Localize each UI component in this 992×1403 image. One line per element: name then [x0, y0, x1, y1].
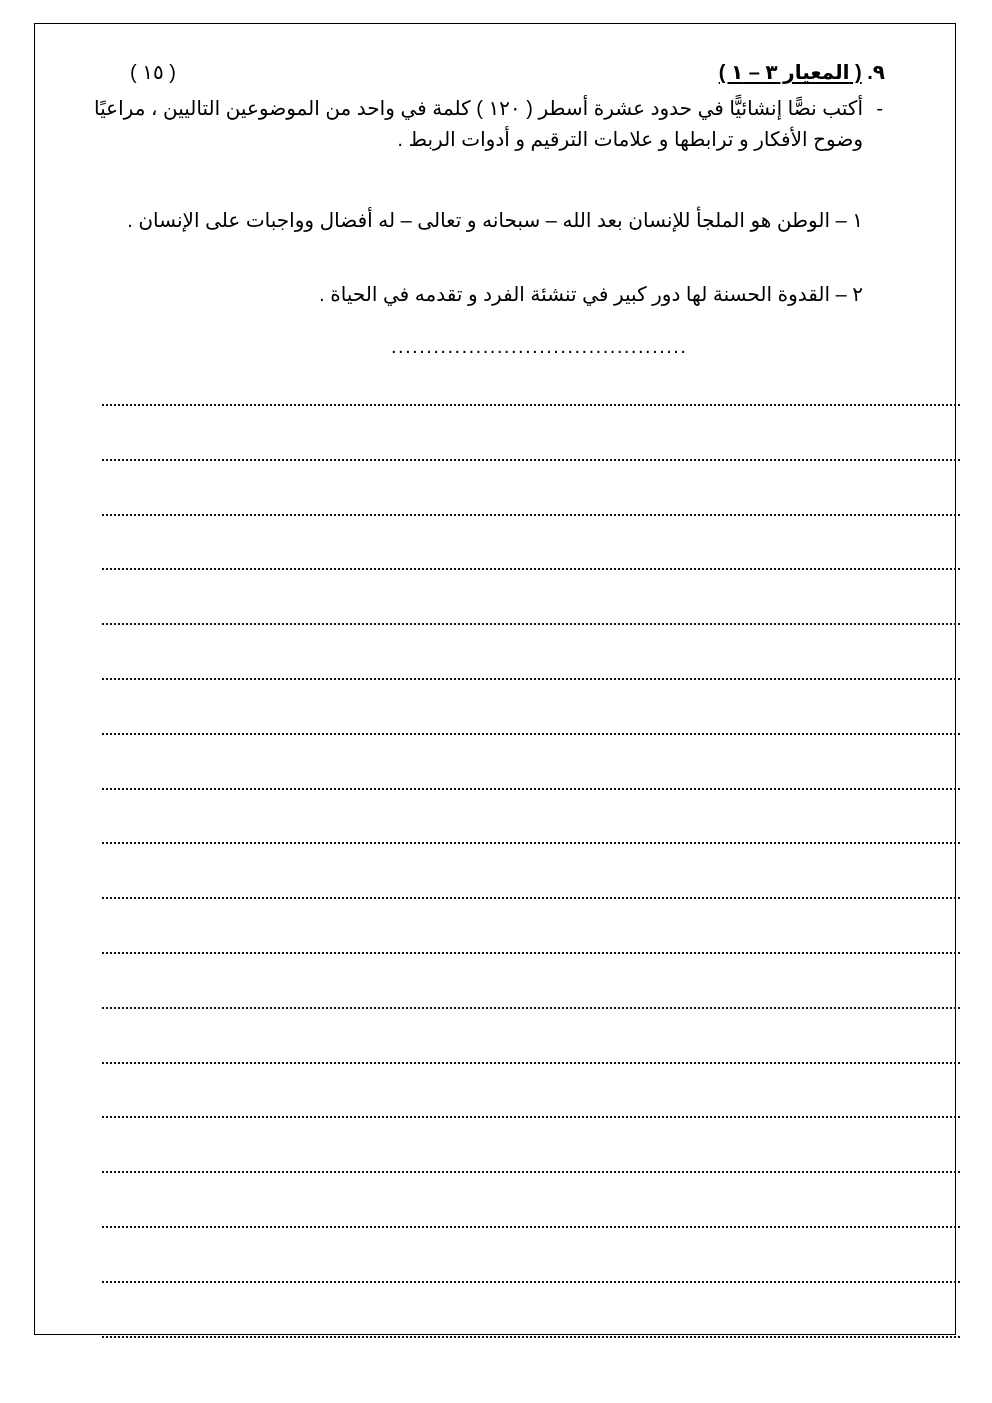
question-header [719, 60, 885, 85]
question-frame [34, 23, 956, 1335]
answer-line[interactable] [102, 1062, 960, 1117]
answer-line[interactable] [102, 1116, 960, 1171]
essay-title-field[interactable]: .......................................... [391, 336, 688, 358]
instruction-dash: - [876, 98, 883, 120]
answer-line[interactable] [102, 733, 960, 788]
answer-lines[interactable] [102, 404, 960, 1390]
answer-line[interactable] [102, 568, 960, 623]
answer-line[interactable] [102, 1336, 960, 1391]
answer-line[interactable] [102, 514, 960, 569]
instruction-text: أكتب نصًّا إنشائيًّا في حدود عشرة أسطر ( ١٢٠ ) كلمة في واحد من الموضوعين التاليين ، مراعيًا وضوح الأفكار و ترابطها و علامات الترقيم و أدوات الربط . [94, 98, 863, 151]
topic-1: ١ – الوطن هو الملجأ للإنسان بعد الله – سبحانه و تعالى – له أفضال وواجبات على الإنسان . [127, 210, 863, 232]
question-standard: ( المعيار ٣ – ١ ) [718, 62, 862, 84]
answer-line[interactable] [102, 1171, 960, 1226]
answer-line[interactable] [102, 897, 960, 952]
question-marks: ( ١٥ ) [130, 62, 176, 84]
question-number: ٩. [867, 62, 885, 84]
answer-line[interactable] [102, 788, 960, 843]
answer-line[interactable] [102, 623, 960, 678]
answer-line[interactable] [102, 1226, 960, 1281]
answer-line[interactable] [102, 404, 960, 459]
answer-line[interactable] [102, 459, 960, 514]
question-instruction [75, 94, 883, 156]
answer-line[interactable] [102, 842, 960, 897]
answer-line[interactable] [102, 678, 960, 733]
topic-2: ٢ – القدوة الحسنة لها دور كبير في تنشئة الفرد و تقدمه في الحياة . [319, 284, 863, 306]
answer-line[interactable] [102, 1281, 960, 1336]
answer-line[interactable] [102, 952, 960, 1007]
answer-line[interactable] [102, 1007, 960, 1062]
